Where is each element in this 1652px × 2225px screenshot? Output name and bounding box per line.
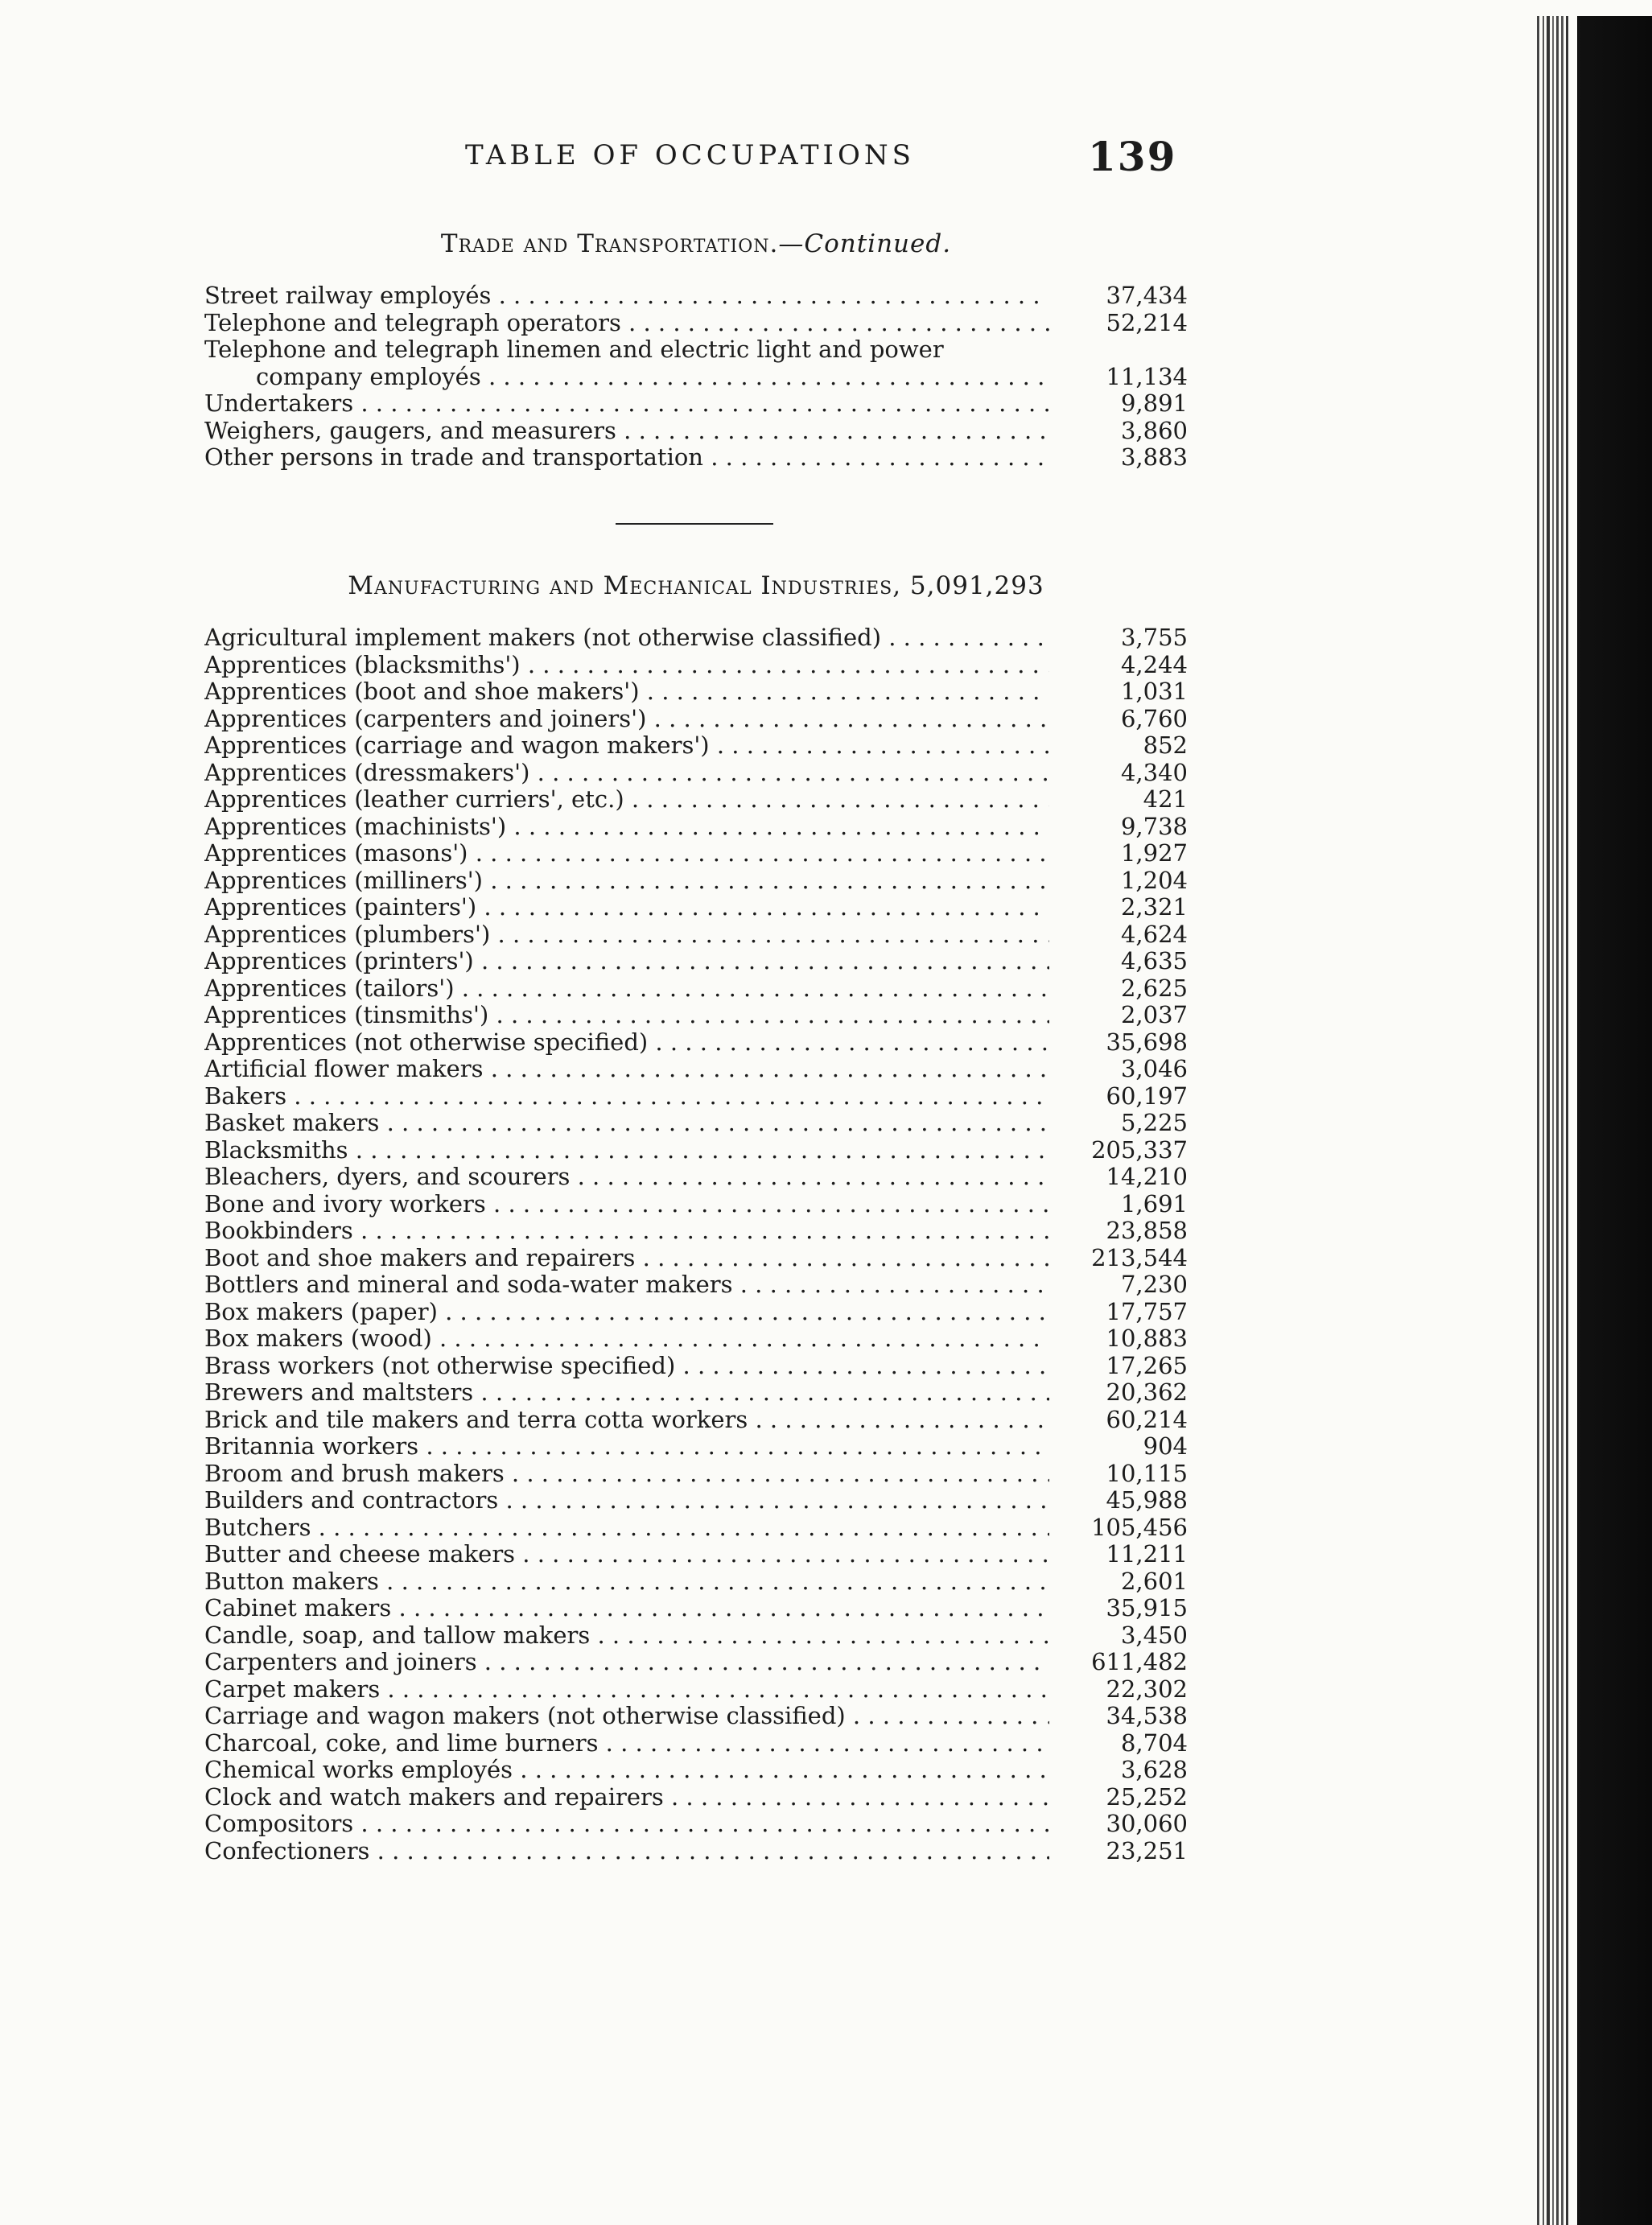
occupation-label: Candle, soap, and tallow makers . . . <box>204 1622 1049 1650</box>
occupation-label: Apprentices (machinists') . . . <box>204 814 1049 841</box>
occupation-count: 52,214 <box>1106 309 1188 336</box>
occupation-label: Brick and tile makers and terra cotta workers . . . <box>204 1407 1049 1434</box>
table-row <box>204 1218 1188 1245</box>
table-row <box>204 1514 1188 1542</box>
table-row <box>204 1784 1188 1811</box>
table-row <box>204 1379 1188 1407</box>
table-row <box>204 1002 1188 1029</box>
table-row <box>204 1703 1188 1730</box>
occupation-label: Basket makers . . . <box>204 1110 1049 1137</box>
occupation-label: Apprentices (printers') . . . <box>204 948 1049 975</box>
occupation-count: 9,891 <box>1120 390 1188 417</box>
occupation-label: Weighers, gaugers, and measurers . . . <box>204 418 1049 445</box>
occupation-count: 25,252 <box>1106 1783 1188 1811</box>
occupation-label: Apprentices (carriage and wagon makers') . . . <box>204 732 1049 760</box>
occupation-label: Box makers (wood) . . . <box>204 1325 1049 1353</box>
occupation-label: Apprentices (painters') . . . <box>204 894 1049 921</box>
occupation-count: 37,434 <box>1106 282 1188 309</box>
occupation-label: Broom and brush makers . . . <box>204 1461 1049 1488</box>
occupation-count: 17,265 <box>1106 1352 1188 1379</box>
occupation-count: 1,927 <box>1120 840 1188 867</box>
table-row <box>204 1541 1188 1568</box>
occupation-label: Button makers . . . <box>204 1568 1049 1596</box>
table-row <box>204 867 1188 895</box>
table-row <box>204 390 1188 418</box>
occupation-count: 421 <box>1143 786 1188 813</box>
occupation-count: 2,321 <box>1120 894 1188 921</box>
occupation-count: 35,915 <box>1106 1595 1188 1621</box>
occupation-count: 3,450 <box>1120 1621 1188 1649</box>
occupation-count: 1,691 <box>1120 1190 1188 1218</box>
occupation-count: 3,628 <box>1120 1757 1188 1783</box>
occupation-label: Apprentices (not otherwise specified) . . . <box>204 1029 1049 1057</box>
table-row <box>204 1137 1188 1164</box>
occupation-count: 4,244 <box>1120 651 1188 678</box>
occupation-label: Apprentices (leather curriers', etc.) . . . <box>204 786 1049 814</box>
occupation-label: Charcoal, coke, and lime burners . . . <box>204 1730 1049 1757</box>
table-row <box>204 282 1188 310</box>
table-row <box>204 1029 1188 1057</box>
occupation-count: 17,757 <box>1106 1298 1188 1325</box>
occupation-label: Chemical works employés . . . <box>204 1757 1049 1784</box>
occupation-count: 4,635 <box>1120 948 1188 974</box>
occupation-label: Compositors . . . <box>204 1811 1049 1838</box>
table-row <box>204 975 1188 1003</box>
manufacturing-section <box>204 571 1188 1864</box>
occupation-count: 3,883 <box>1120 444 1188 471</box>
occupation-count: 60,197 <box>1106 1082 1188 1110</box>
occupation-count: 105,456 <box>1091 1514 1188 1541</box>
table-row <box>204 336 1188 364</box>
section-heading-continued: —Continued. <box>778 229 952 258</box>
table-row <box>204 1730 1188 1757</box>
occupation-label: Apprentices (blacksmiths') . . . <box>204 652 1049 679</box>
table-row <box>204 1325 1188 1353</box>
section-heading <box>204 229 1188 258</box>
table-row <box>204 678 1188 706</box>
manufacturing-entry-list <box>204 624 1188 1864</box>
table-row <box>204 1245 1188 1272</box>
occupation-count: 205,337 <box>1091 1136 1188 1164</box>
occupation-label: Artificial flower makers . . . <box>204 1056 1049 1083</box>
table-row <box>204 948 1188 975</box>
occupation-count: 2,601 <box>1120 1568 1188 1595</box>
occupation-label: Boot and shoe makers and repairers . . . <box>204 1245 1049 1272</box>
occupation-label: Carriage and wagon makers (not otherwise classified) . . . <box>204 1703 1049 1730</box>
occupation-count: 45,988 <box>1106 1487 1188 1514</box>
occupation-label: Apprentices (tailors') . . . <box>204 975 1049 1003</box>
table-row <box>204 1083 1188 1110</box>
occupation-count: 34,538 <box>1106 1703 1188 1729</box>
page-header <box>0 133 1652 197</box>
occupation-count: 1,031 <box>1120 678 1188 705</box>
table-row <box>204 1461 1188 1488</box>
occupation-count: 6,760 <box>1120 705 1188 732</box>
occupation-label: Telephone and telegraph operators . . . <box>204 310 1049 337</box>
occupation-label: Street railway employés . . . <box>204 282 1049 310</box>
table-row <box>204 1838 1188 1865</box>
occupation-count: 23,858 <box>1106 1218 1188 1244</box>
occupation-count: 852 <box>1143 732 1188 759</box>
table-row <box>204 1595 1188 1622</box>
occupation-count: 11,134 <box>1106 363 1188 390</box>
table-row <box>204 786 1188 814</box>
table-row <box>204 814 1188 841</box>
occupation-label: Apprentices (plumbers') . . . <box>204 921 1049 949</box>
trade-transportation-section <box>204 229 1188 472</box>
occupation-count: 23,251 <box>1106 1837 1188 1864</box>
table-row <box>204 840 1188 867</box>
section-heading-title: Trade and Transportation. <box>440 229 779 258</box>
table-row <box>204 624 1188 652</box>
table-row <box>204 1433 1188 1461</box>
running-title: TABLE OF OCCUPATIONS <box>465 139 915 171</box>
table-row <box>204 1811 1188 1838</box>
occupation-label: Carpet makers . . . <box>204 1676 1049 1704</box>
occupation-label: Bottlers and mineral and soda-water makers . . . <box>204 1271 1049 1299</box>
occupation-count: 11,211 <box>1106 1541 1188 1568</box>
occupation-count: 10,883 <box>1106 1325 1188 1352</box>
occupation-label: Bone and ivory workers . . . <box>204 1191 1049 1218</box>
table-row <box>204 760 1188 787</box>
occupation-label: Bookbinders . . . <box>204 1218 1049 1245</box>
occupation-label: Britannia workers . . . <box>204 1433 1049 1461</box>
table-row <box>204 706 1188 733</box>
occupation-count: 60,214 <box>1106 1406 1188 1433</box>
occupation-count: 4,340 <box>1120 759 1188 786</box>
occupation-count: 1,204 <box>1120 867 1188 894</box>
table-row <box>204 1271 1188 1299</box>
table-row <box>204 1191 1188 1218</box>
occupation-count: 4,624 <box>1120 921 1188 948</box>
table-row <box>204 894 1188 921</box>
occupation-count: 8,704 <box>1120 1729 1188 1757</box>
occupation-count: 7,230 <box>1120 1271 1188 1298</box>
book-binding-edge <box>1529 16 1652 2225</box>
occupation-label: Clock and watch makers and repairers . . . <box>204 1784 1049 1811</box>
occupation-label: Carpenters and joiners . . . <box>204 1649 1049 1676</box>
occupation-label: Apprentices (masons') . . . <box>204 840 1049 867</box>
table-row <box>204 652 1188 679</box>
occupation-count: 5,225 <box>1120 1110 1188 1136</box>
table-row <box>204 921 1188 949</box>
table-row <box>204 1407 1188 1434</box>
trade-entry-list <box>204 282 1188 472</box>
occupation-label: Apprentices (dressmakers') . . . <box>204 760 1049 787</box>
section-heading: Manufacturing and Mechanical Industries, 5,091,293 <box>348 571 1044 600</box>
occupation-label: company employés . . . <box>204 364 1049 391</box>
occupation-label: Bakers . . . <box>204 1083 1049 1110</box>
occupation-label: Box makers (paper) . . . <box>204 1299 1049 1326</box>
table-row <box>204 1164 1188 1191</box>
table-row <box>204 1757 1188 1784</box>
occupation-label: Undertakers . . . <box>204 390 1049 418</box>
table-row <box>204 1056 1188 1083</box>
occupation-count: 904 <box>1143 1433 1188 1460</box>
page-number: 139 <box>1088 133 1177 180</box>
table-row <box>204 1487 1188 1514</box>
occupation-count: 35,698 <box>1106 1028 1188 1056</box>
occupation-label: Butchers . . . <box>204 1514 1049 1542</box>
occupation-label: Cabinet makers . . . <box>204 1595 1049 1622</box>
section-divider <box>616 523 773 525</box>
occupation-label: Builders and contractors . . . <box>204 1487 1049 1514</box>
table-row <box>204 310 1188 337</box>
occupation-label: Blacksmiths . . . <box>204 1137 1049 1164</box>
occupation-count: 14,210 <box>1106 1164 1188 1190</box>
occupation-label: Bleachers, dyers, and scourers . . . <box>204 1164 1049 1191</box>
occupation-label: Apprentices (carpenters and joiners') . . . <box>204 706 1049 733</box>
table-row <box>204 1622 1188 1650</box>
table-row <box>204 1676 1188 1704</box>
occupation-count: 3,860 <box>1120 417 1188 444</box>
occupation-label: Brass workers (not otherwise specified) . . . <box>204 1353 1049 1380</box>
occupation-label: Apprentices (boot and shoe makers') . . . <box>204 678 1049 706</box>
occupation-label: Agricultural implement makers (not otherwise classified) . . . <box>204 624 1049 652</box>
occupation-label: Telephone and telegraph linemen and electric light and power <box>204 336 944 363</box>
table-row <box>204 444 1188 472</box>
occupation-count: 3,755 <box>1120 624 1188 651</box>
occupation-count: 9,738 <box>1120 813 1188 840</box>
table-row <box>204 418 1188 445</box>
occupation-label: Other persons in trade and transportation . . . <box>204 444 1049 472</box>
occupation-label: Confectioners . . . <box>204 1838 1049 1865</box>
occupation-label: Butter and cheese makers . . . <box>204 1541 1049 1568</box>
occupation-label: Apprentices (tinsmiths') . . . <box>204 1002 1049 1029</box>
table-row <box>204 1299 1188 1326</box>
table-row <box>204 1110 1188 1137</box>
occupation-count: 611,482 <box>1091 1649 1188 1675</box>
occupation-count: 10,115 <box>1106 1460 1188 1487</box>
table-row <box>204 732 1188 760</box>
occupation-count: 2,037 <box>1120 1002 1188 1028</box>
occupation-label: Apprentices (milliners') . . . <box>204 867 1049 895</box>
table-row <box>204 1568 1188 1596</box>
occupation-label: Brewers and maltsters . . . <box>204 1379 1049 1407</box>
table-row <box>204 1649 1188 1676</box>
occupation-count: 20,362 <box>1106 1379 1188 1406</box>
occupation-count: 2,625 <box>1120 974 1188 1002</box>
table-row <box>204 364 1188 391</box>
occupation-count: 3,046 <box>1120 1056 1188 1082</box>
occupation-count: 213,544 <box>1091 1244 1188 1271</box>
occupation-count: 22,302 <box>1106 1675 1188 1703</box>
table-row <box>204 1353 1188 1380</box>
occupation-count: 30,060 <box>1106 1811 1188 1837</box>
